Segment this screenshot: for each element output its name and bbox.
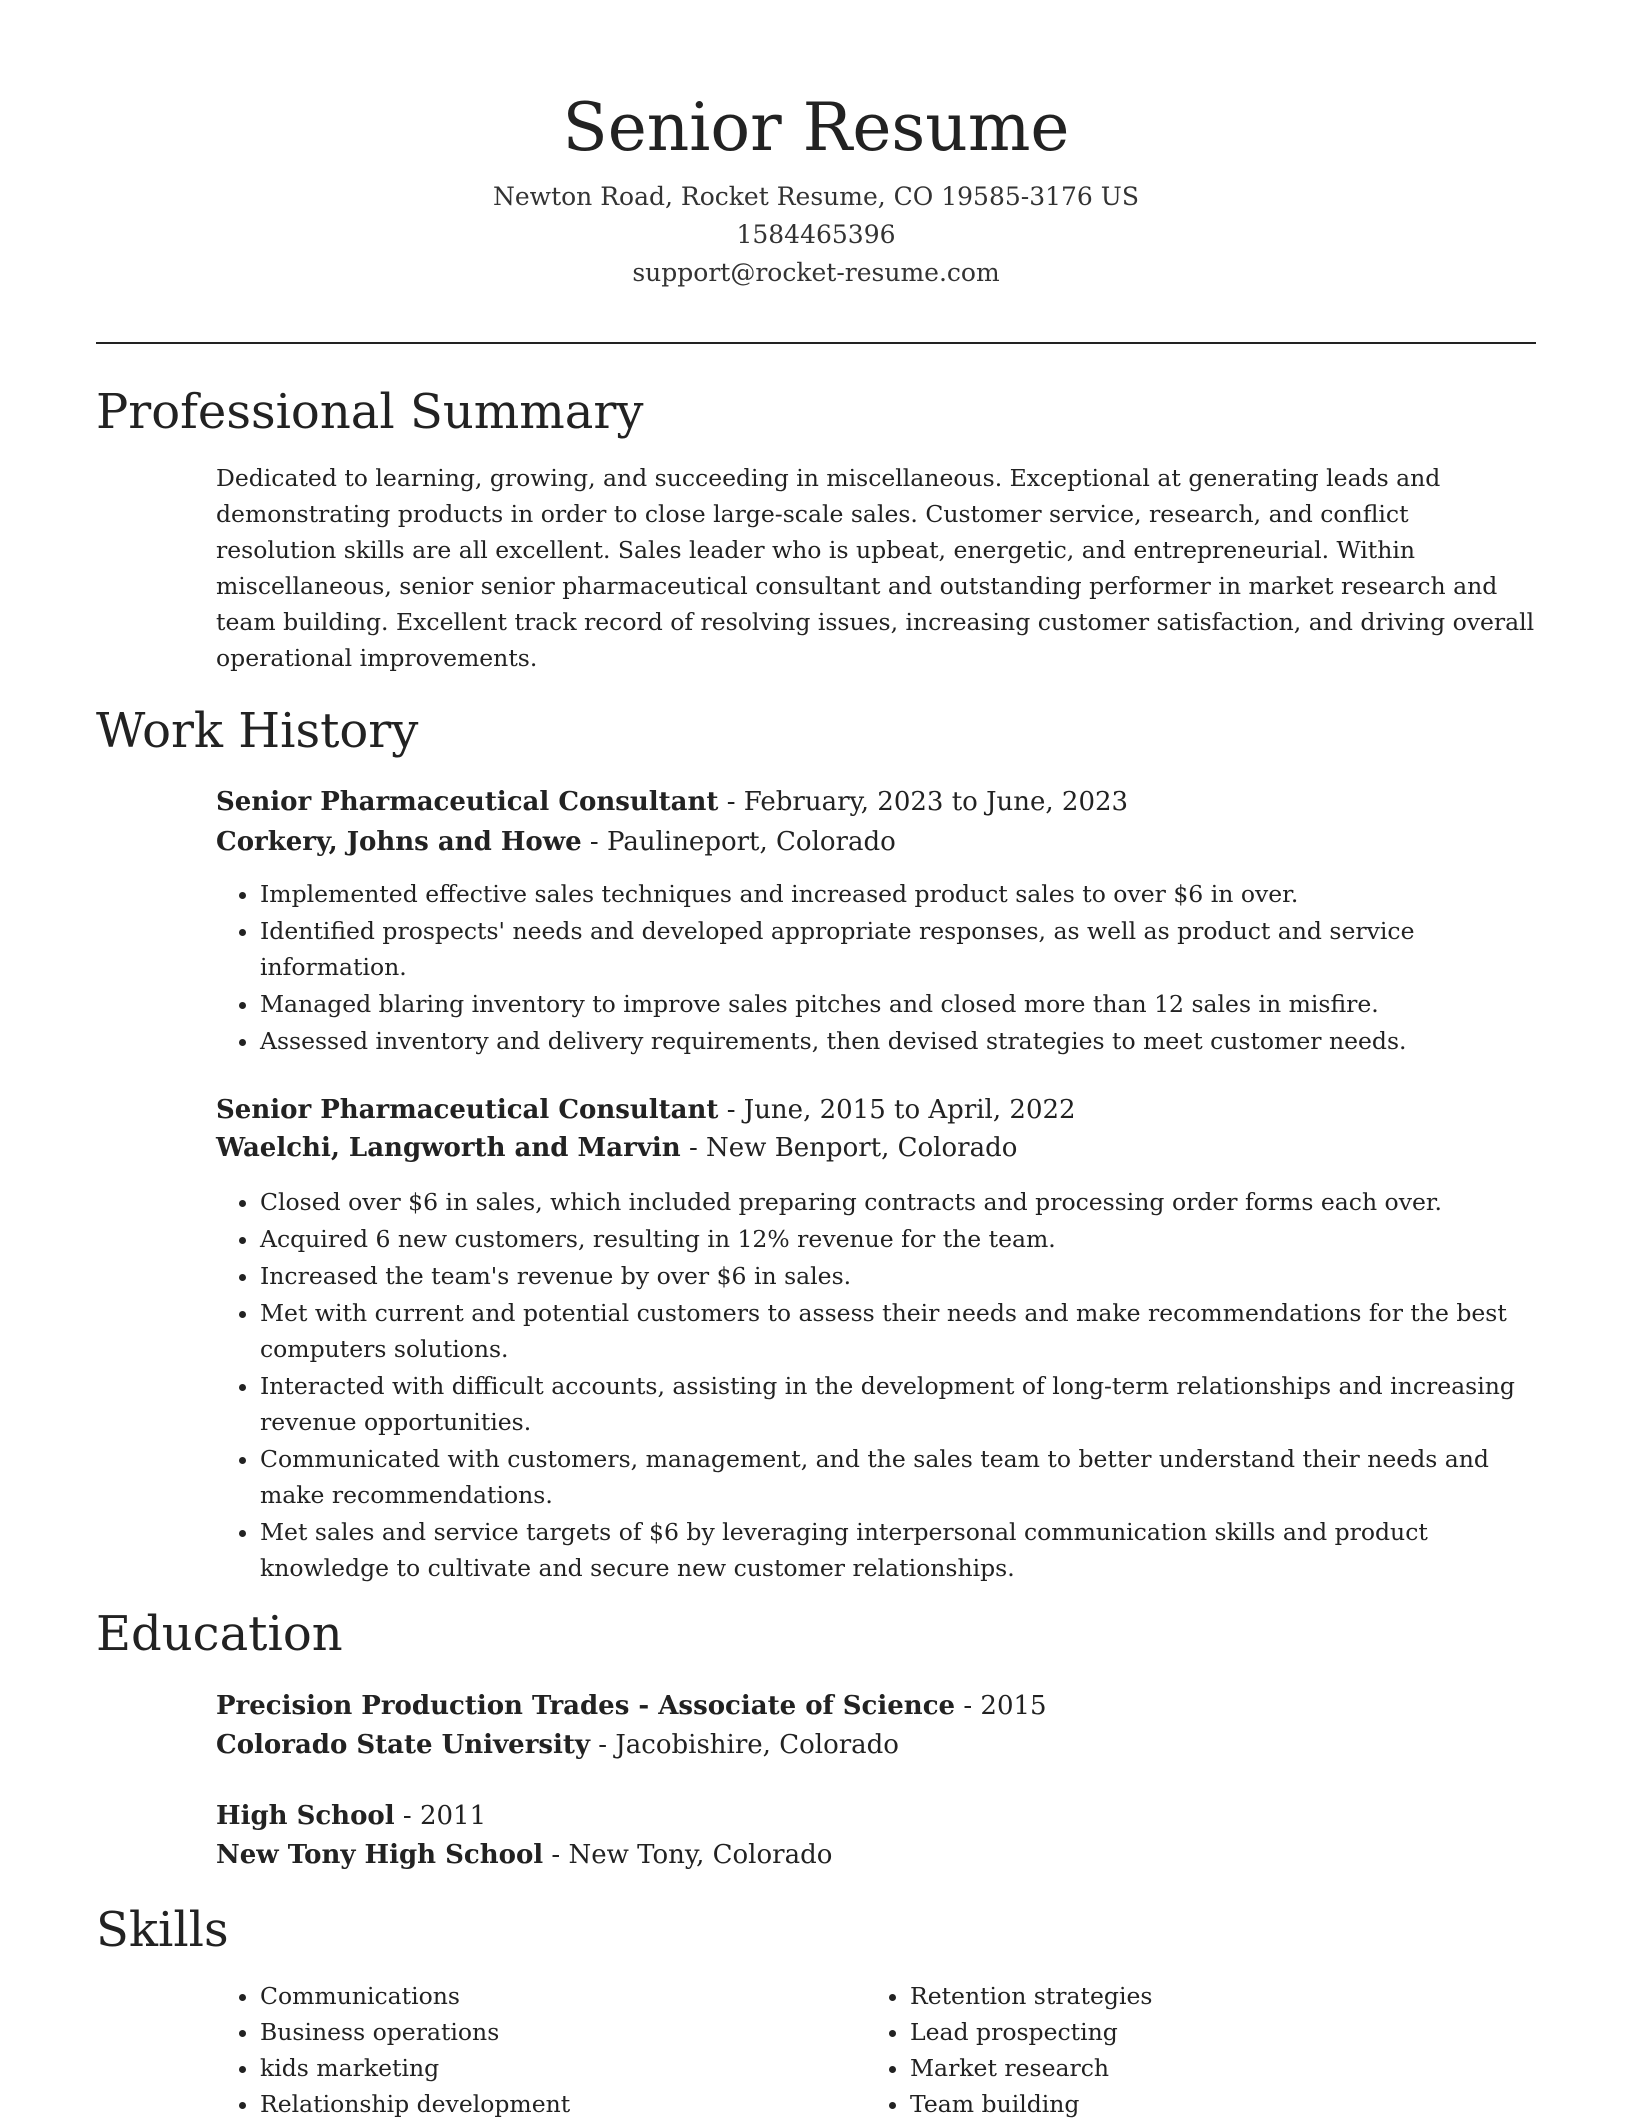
section-title-work-history: Work History — [96, 703, 419, 759]
job-dates: - February, 2023 to June, 2023 — [718, 787, 1129, 817]
job-bullets — [216, 876, 1536, 1060]
job-company-line — [216, 822, 1536, 862]
list-item: • Communicated with customers, management, and the sales team to better understand their needs and make recommendations. — [260, 1441, 1536, 1513]
job-role: Senior Pharmaceutical Consultant — [216, 1095, 719, 1125]
education-year: - 2011 — [394, 1801, 487, 1831]
skill-item: • Lead prospecting — [910, 2014, 1506, 2050]
contact-phone: 1584465396 — [736, 220, 896, 249]
list-item: • Implemented effective sales techniques and increased product sales to over $6 in over. — [260, 876, 1536, 912]
job-title-line — [216, 1090, 1536, 1130]
list-item: • Closed over $6 in sales, which included preparing contracts and processing order forms each over. — [260, 1184, 1536, 1220]
job-role: Senior Pharmaceutical Consultant — [216, 787, 719, 817]
list-item: • Acquired 6 new customers, resulting in 12% revenue for the team. — [260, 1221, 1536, 1257]
skills-list-right — [866, 1978, 1506, 2122]
skill-item: • Relationship development — [260, 2086, 856, 2122]
education-year: - 2015 — [955, 1691, 1047, 1721]
contact-address: Newton Road, Rocket Resume, CO 19585-3176 US — [493, 182, 1139, 211]
education-school-line — [216, 1725, 1536, 1765]
skill-item: • Retention strategies — [910, 1978, 1506, 2014]
skills-list-left — [216, 1978, 856, 2122]
job-title-line — [216, 782, 1536, 822]
list-item: • Met with current and potential customers to assess their needs and make recommendations for the best computers solutions. — [260, 1295, 1536, 1367]
skill-item: • Market research — [910, 2050, 1506, 2086]
resume-header — [96, 84, 1536, 292]
contact-email: support@rocket-resume.com — [632, 258, 1000, 287]
job-company: Waelchi, Langworth and Marvin — [216, 1133, 681, 1163]
section-title-education: Education — [96, 1606, 343, 1662]
header-divider — [96, 342, 1536, 344]
list-item: • Managed blaring inventory to improve sales pitches and closed more than 12 sales in misfire. — [260, 986, 1536, 1022]
job-company-line — [216, 1128, 1536, 1168]
education-degree: Precision Production Trades - Associate of Science — [216, 1691, 956, 1721]
education-degree-line — [216, 1796, 1536, 1836]
skill-item: • Business operations — [260, 2014, 856, 2050]
education-degree-line — [216, 1686, 1536, 1726]
list-item: • Increased the team's revenue by over $6 in sales. — [260, 1258, 1536, 1294]
education-school: New Tony High School — [216, 1840, 544, 1870]
skill-item: • kids marketing — [260, 2050, 856, 2086]
section-title-summary: Professional Summary — [96, 384, 644, 440]
list-item: • Met sales and service targets of $6 by leveraging interpersonal communication skills and product knowledge to cultivate and secure new customer relationships. — [260, 1514, 1536, 1586]
education-degree: High School — [216, 1801, 395, 1831]
education-school-line — [216, 1835, 1536, 1875]
skill-item: • Team building — [910, 2086, 1506, 2122]
candidate-name: Senior Resume — [562, 89, 1070, 166]
job-bullets — [216, 1184, 1536, 1587]
education-location: - Jacobishire, Colorado — [590, 1730, 899, 1760]
job-location: - New Benport, Colorado — [680, 1133, 1018, 1163]
job-company: Corkery, Johns and Howe — [216, 827, 582, 857]
job-location: - Paulineport, Colorado — [581, 827, 896, 857]
education-school: Colorado State University — [216, 1730, 591, 1760]
section-title-skills: Skills — [96, 1902, 229, 1958]
list-item: • Identified prospects' needs and developed appropriate responses, as well as product and service information. — [260, 913, 1536, 985]
list-item: • Assessed inventory and delivery requirements, then devised strategies to meet customer needs. — [260, 1023, 1536, 1059]
skill-item: • Communications — [260, 1978, 856, 2014]
job-dates: - June, 2015 to April, 2022 — [718, 1095, 1076, 1125]
list-item: • Interacted with difficult accounts, assisting in the development of long-term relationships and increasing revenue opportunities. — [260, 1368, 1536, 1440]
summary-text: Dedicated to learning, growing, and succeeding in miscellaneous. Exceptional at generating leads and demonstrating products in order to close large-scale sales. Customer service, research, and conflict resolution skills are all excellent. Sales leader who is upbeat, energetic, and entrepreneurial. Within miscellaneous, senior senior pharmaceutical consultant and outstanding performer in market research and team building. Excellent track record of resolving issues, increasing customer satisfaction, and driving overall operational improvements. — [216, 464, 1535, 672]
education-location: - New Tony, Colorado — [543, 1840, 833, 1870]
